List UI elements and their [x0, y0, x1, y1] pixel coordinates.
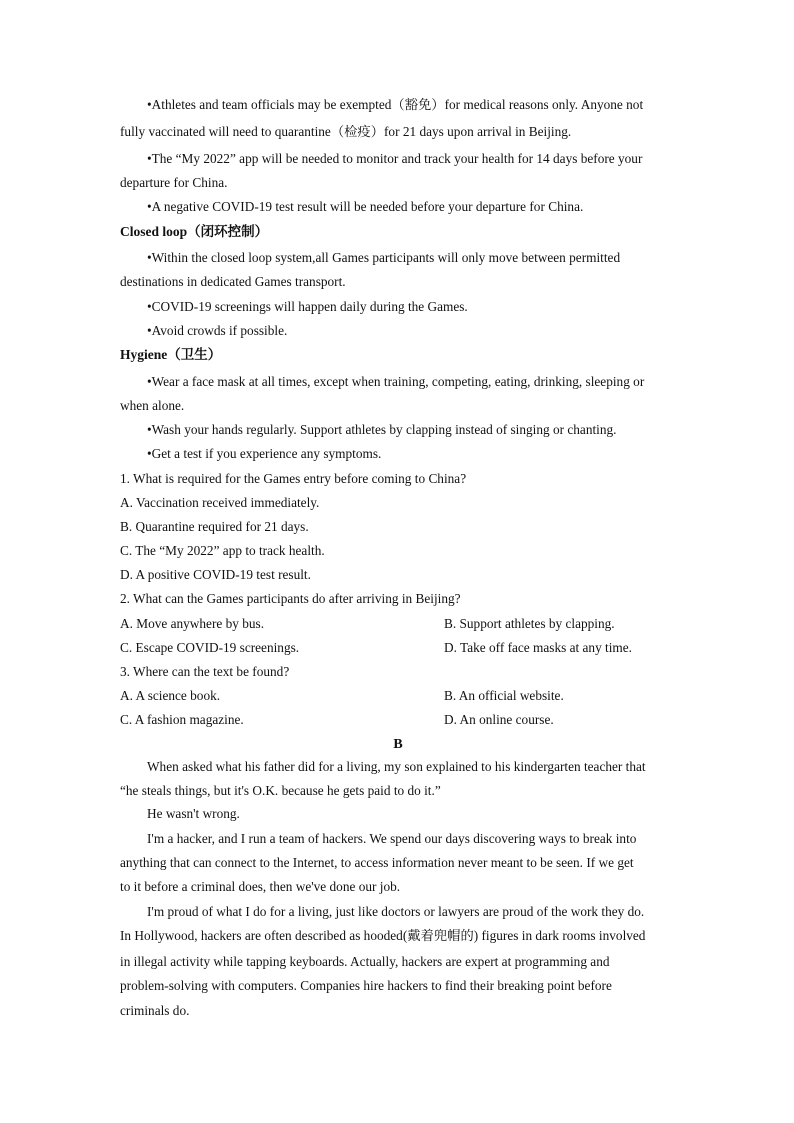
hygiene-bullet-1-line-2: when alone. — [120, 398, 185, 413]
section-b-para-1-line-2: “he steals things, but it's O.K. because he gets paid to do it.” — [120, 783, 441, 798]
entry-bullet-2-line-1: •The “My 2022” app will be needed to monitor and track your health for 14 days before your — [147, 151, 643, 166]
question-2-option-c: C. Escape COVID-19 screenings. — [120, 640, 300, 655]
section-b-para-4-line-2: In Hollywood, hackers are often described as hooded(戴着兜帽的) figures in dark rooms involved — [120, 928, 646, 943]
question-1-stem: 1. What is required for the Games entry before coming to China? — [120, 471, 467, 486]
entry-bullet-2-line-2: departure for China. — [120, 175, 228, 190]
closed-loop-heading: Closed loop（闭环控制） — [120, 224, 269, 239]
closed-loop-bullet-1-line-2: destinations in dedicated Games transport. — [120, 274, 346, 289]
hygiene-bullet-3: •Get a test if you experience any symptoms. — [147, 446, 382, 461]
question-3-option-c: C. A fashion magazine. — [120, 712, 244, 727]
question-1-option-d: D. A positive COVID-19 test result. — [120, 567, 311, 582]
question-3-stem: 3. Where can the text be found? — [120, 664, 290, 679]
question-2-option-b: B. Support athletes by clapping. — [444, 616, 615, 631]
hygiene-heading: Hygiene（卫生） — [120, 347, 222, 362]
entry-bullet-1-line-2: fully vaccinated will need to quarantine（检疫）for 21 days upon arrival in Beijing. — [120, 124, 572, 139]
question-1-option-c: C. The “My 2022” app to track health. — [120, 543, 325, 558]
question-1-option-a: A. Vaccination received immediately. — [120, 495, 320, 510]
hygiene-bullet-2: •Wash your hands regularly. Support athletes by clapping instead of singing or chanting. — [147, 422, 617, 437]
closed-loop-bullet-3: •Avoid crowds if possible. — [147, 323, 288, 338]
closed-loop-bullet-2: •COVID-19 screenings will happen daily during the Games. — [147, 299, 468, 314]
entry-bullet-3: •A negative COVID-19 test result will be needed before your departure for China. — [147, 199, 584, 214]
section-b-para-4-line-5: criminals do. — [120, 1003, 190, 1018]
section-b-para-4-line-4: problem-solving with computers. Companies hire hackers to find their breaking point before — [120, 978, 612, 993]
question-3-option-d: D. An online course. — [444, 712, 554, 727]
section-b-para-4-line-1: I'm proud of what I do for a living, just like doctors or lawyers are proud of the work they do. — [147, 904, 645, 919]
section-b-para-4-line-3: in illegal activity while tapping keyboards. Actually, hackers are expert at programming and — [120, 954, 610, 969]
section-b-para-2: He wasn't wrong. — [147, 806, 240, 821]
question-2-option-a: A. Move anywhere by bus. — [120, 616, 265, 631]
section-b-heading: B — [393, 737, 403, 752]
section-b-para-3-line-3: to it before a criminal does, then we've done our job. — [120, 879, 401, 894]
question-3-option-a: A. A science book. — [120, 688, 221, 703]
hygiene-bullet-1-line-1: •Wear a face mask at all times, except when training, competing, eating, drinking, sleeping or — [147, 374, 645, 389]
question-3-option-b: B. An official website. — [444, 688, 564, 703]
closed-loop-bullet-1-line-1: •Within the closed loop system,all Games participants will only move between permitted — [147, 250, 621, 265]
section-b-para-1-line-1: When asked what his father did for a living, my son explained to his kindergarten teacher that — [147, 759, 646, 774]
question-2-stem: 2. What can the Games participants do after arriving in Beijing? — [120, 591, 461, 606]
section-b-para-3-line-1: I'm a hacker, and I run a team of hackers. We spend our days discovering ways to break into — [147, 831, 637, 846]
question-1-option-b: B. Quarantine required for 21 days. — [120, 519, 309, 534]
question-2-option-d: D. Take off face masks at any time. — [444, 640, 632, 655]
entry-bullet-1-line-1: •Athletes and team officials may be exempted（豁免）for medical reasons only. Anyone not — [147, 97, 644, 112]
section-b-para-3-line-2: anything that can connect to the Internet, to access information never meant to be seen. If we get — [120, 855, 634, 870]
